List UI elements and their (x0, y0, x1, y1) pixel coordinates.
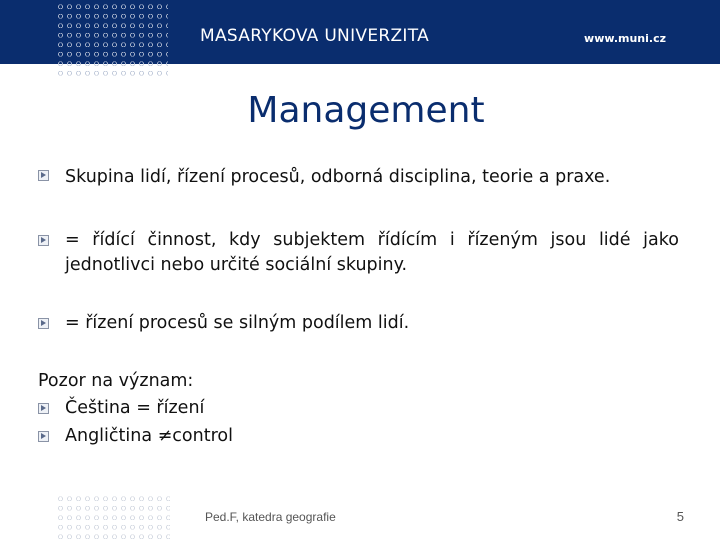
note-heading: Pozor na význam: (38, 371, 194, 391)
bullet-arrow-icon (38, 403, 49, 414)
bullet-arrow-icon (38, 235, 49, 246)
decorative-dot-grid (56, 2, 168, 78)
decorative-dot-grid (56, 494, 170, 540)
page-number: 5 (676, 509, 684, 524)
bullet-item: = řídící činnost, kdy subjektem řídícím i řízeným jsou lidé jako jednotlivci nebo určité sociální skupiny. (65, 230, 679, 275)
note-item: Čeština = řízení (65, 398, 205, 418)
slide-title: Management (247, 90, 485, 131)
bullet-item: Skupina lidí, řízení procesů, odborná disciplina, teorie a praxe. (65, 167, 611, 187)
bullet-arrow-icon (38, 170, 49, 181)
bullet-item: = řízení procesů se silným podílem lidí. (65, 313, 410, 333)
footer-text: Ped.F, katedra geografie (205, 510, 336, 524)
bullet-arrow-icon (38, 431, 49, 442)
university-url: www.muni.cz (584, 32, 666, 45)
note-item: Angličtina ≠control (65, 426, 233, 446)
university-name: MASARYKOVA UNIVERZITA (200, 26, 430, 46)
bullet-arrow-icon (38, 318, 49, 329)
